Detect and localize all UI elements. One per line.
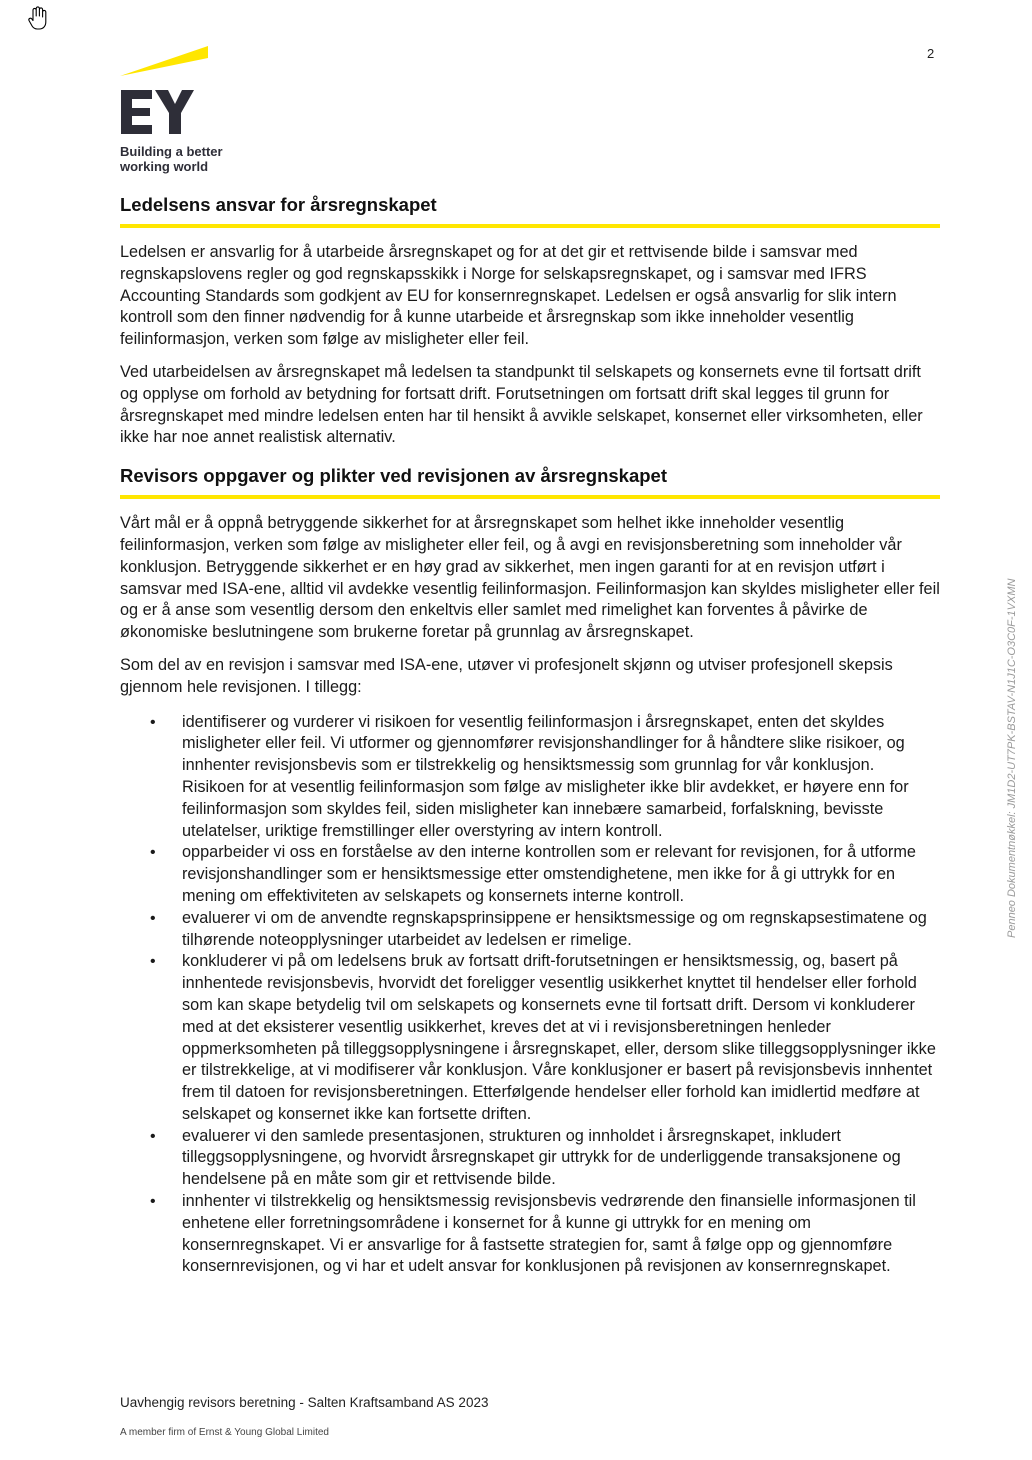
hand-pointer-icon — [26, 6, 50, 32]
bullet-icon: • — [150, 844, 156, 862]
list-item-text: konkluderer vi på om ledelsens bruk av fortsatt drift-forutsetningen er hensiktsmessig, og, basert på innhentede revisjonsbevis, hvorvidt det foreligger vesentlig usikkerhet knyttet til hendelser eller forhold som kan skape betydelig tvil om selskapets og konsernets evne til fortsatt drift. Dersom vi konkluderer med at det eksisterer vesentlig usikkerhet, kreves det at vi i revisjonsberetningen henleder oppmerksomheten på tilleggsopplysningene i årsregnskapet, eller, dersom slike tilleggsopplysninger ikke er tilstrekkelige, at vi modifiserer vår konklusjon. Våre konklusjoner er basert på revisjonsbevis innhentet frem til datoen for revisjonsberetningen. Etterfølgende hendelser eller forhold kan imidlertid medføre at selskapet og konsernet ikke kan fortsette driften. — [182, 952, 936, 1123]
footer-member-note: A member firm of Ernst & Young Global Limited — [120, 1427, 329, 1438]
list-item-text: evaluerer vi om de anvendte regnskapsprinsippene er hensiktsmessige og om regnskapsestimatene og tilhørende noteopplysninger utarbeidet av ledelsen er rimelige. — [182, 908, 927, 949]
list-item — [120, 951, 940, 1125]
paragraph: Ved utarbeidelsen av årsregnskapet må ledelsen ta standpunkt til selskapets og konsernets evne til fortsatt drift og opplyse om forhold av betydning for fortsatt drift. Forutsetningen om fortsatt drift skal legges til grunn for årsregnskapet med mindre ledelsen enten har til hensikt å avvikle selskapet, konsernet eller virksomheten, eller ikke har noe annet realistisk alternativ. — [120, 362, 923, 447]
list-item — [120, 1191, 940, 1278]
paragraph: Som del av en revisjon i samsvar med ISA-ene, utøver vi profesjonelt skjønn og utviser profesjonell skepsis gjennom hele revisjonen. I tillegg: — [120, 655, 893, 696]
list-item — [120, 908, 940, 952]
logo-tagline — [120, 144, 223, 174]
list-item-text: opparbeider vi oss en forståelse av den interne kontrollen som er relevant for revisjonen, for å utforme revisjonshandlinger som er hensiktsmessige etter omstendighetene, men ikke for å gi uttrykk for en mening om effektiviteten av selskapets og konsernets interne kontroll. — [182, 843, 916, 905]
list-item-text: evaluerer vi den samlede presentasjonen, strukturen og innholdet i årsregnskapet, inkludert tilleggsopplysningene, og hvorvidt årsregnskapet gir uttrykk for de underliggende transaksjonene og hendelsene på en måte som gir et rettvisende bilde. — [182, 1126, 901, 1189]
bullet-icon: • — [150, 1193, 156, 1211]
bullet-icon: • — [150, 909, 156, 927]
bullet-icon: • — [150, 713, 156, 731]
ey-logo — [120, 44, 240, 174]
section-auditor-duties — [120, 465, 940, 1278]
document-body — [120, 194, 940, 1278]
list-item — [120, 842, 940, 907]
ey-logo-mark — [120, 44, 240, 144]
section-heading: Ledelsens ansvar for årsregnskapet — [120, 194, 940, 228]
section-management-responsibility — [120, 194, 940, 449]
tagline-line2: working world — [120, 159, 209, 174]
footer-title: Uavhengig revisors beretning - Salten Kraftsamband AS 2023 — [120, 1395, 489, 1410]
list-item — [120, 1126, 940, 1191]
list-item — [120, 712, 940, 843]
bullet-list — [120, 712, 940, 1279]
document-key-watermark: Penneo Dokumentnøkkel: JM1D2-UT7PK-BSTAV-N1J1C-O3C0F-1VXMN — [1006, 578, 1018, 938]
page-number: 2 — [927, 46, 935, 61]
list-item-text: identifiserer og vurderer vi risikoen for vesentlig feilinformasjon i årsregnskapet, enten det skyldes misligheter eller feil. Vi utformer og gjennomfører revisjonshandlinger for å håndtere slike risikoer, og innhenter revisjonsbevis som er tilstrekkelig og hensiktsmessig som grunnlag for vår konklusjon. Risikoen for at vesentlig feilinformasjon som følge av misligheter ikke blir avdekket, er høyere enn for feilinformasjon som skyldes feil, siden misligheter kan innebære samarbeid, forfalskning, bevisste utelatelser, uriktige fremstillinger eller overstyring av intern kontroll. — [182, 712, 909, 840]
section-heading: Revisors oppgaver og plikter ved revisjonen av årsregnskapet — [120, 465, 940, 499]
paragraph: Vårt mål er å oppnå betryggende sikkerhet for at årsregnskapet som helhet ikke inneholder vesentlig feilinformasjon, verken som følge av misligheter eller feil, og å avgi en revisjonsberetning som inneholder vår konklusjon. Betryggende sikkerhet er en høy grad av sikkerhet, men ingen garanti for at en revisjon utført i samsvar med ISA-ene, alltid vil avdekke vesentlig feilinformasjon. Feilinformasjon kan skyldes misligheter eller feil og er å anse som vesentlig dersom den enkeltvis eller samlet med rimelighet kan forventes å påvirke de økonomiske beslutningene som brukerne foretar på grunnlag av årsregnskapet. — [120, 514, 940, 642]
tagline-line1: Building a better — [120, 144, 223, 159]
bullet-icon: • — [150, 953, 156, 971]
paragraph: Ledelsen er ansvarlig for å utarbeide årsregnskapet og for at det gir et rettvisende bilde i samsvar med regnskapslovens regler og god regnskapsskikk i Norge for selskapsregnskapet, og i samsvar med IFRS Accounting Standards som godkjent av EU for konsernregnskapet. Ledelsen er også ansvarlig for slik intern kontroll som den finner nødvendig for å kunne utarbeide et årsregnskap som ikke inneholder vesentlig feilinformasjon, verken som følge av misligheter eller feil. — [120, 243, 897, 349]
list-item-text: innhenter vi tilstrekkelig og hensiktsmessig revisjonsbevis vedrørende den finansielle informasjonen til enhetene eller forretningsområdene i konsernet for å kunne gi uttrykk for en mening om konsernregnskapet. Vi er ansvarlige for å fastsette strategien for, samt å følge opp og gjennomføre konsernrevisjonen, og vi har et udelt ansvar for konklusjonen på revisjonen av konsernregnskapet. — [182, 1192, 916, 1276]
bullet-icon: • — [150, 1127, 156, 1145]
